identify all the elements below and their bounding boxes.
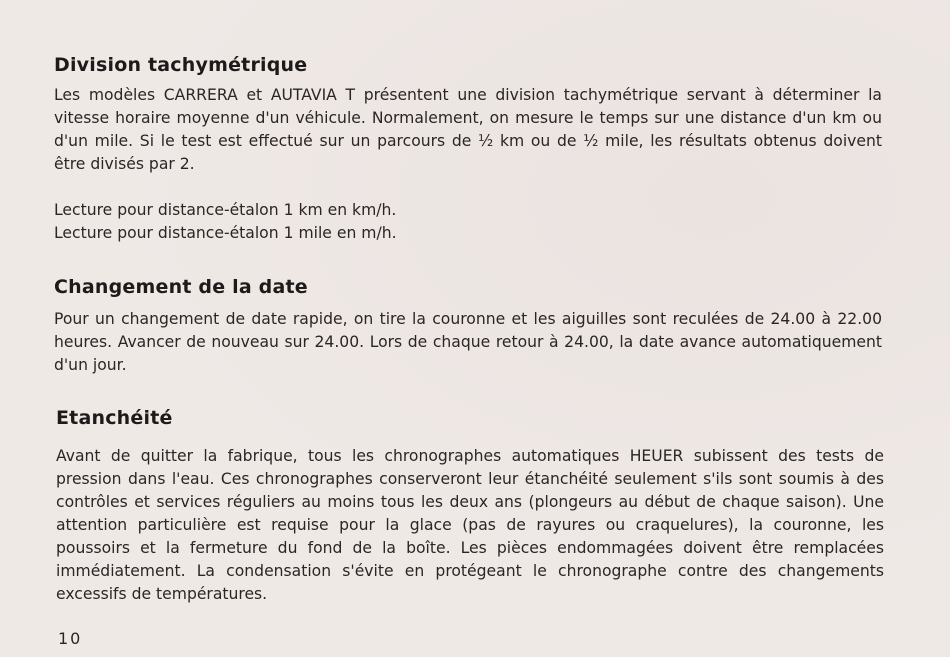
- section-date-change: [54, 276, 882, 377]
- section-title-water-resistance: Etanchéité: [56, 407, 173, 429]
- reading-km: Lecture pour distance-étalon 1 km en km/h.: [54, 201, 397, 219]
- reading-mile: Lecture pour distance-étalon 1 mile en m/h.: [54, 224, 397, 242]
- page-number: 10: [58, 629, 83, 648]
- section-title-tachymeter: Division tachymétrique: [54, 54, 308, 76]
- paragraph-date-change: Pour un changement de date rapide, on tire la couronne et les aiguilles sont reculées de 24.00 à 22.00 heures. Avancer de nouveau sur 24.00. Lors de chaque retour à 24.00, la date avance automatiquement d'un jour.: [54, 310, 882, 374]
- section-water-resistance: [56, 407, 884, 606]
- section-title-date-change: Changement de la date: [54, 276, 308, 298]
- section-tachymeter: [54, 54, 882, 176]
- tachymeter-readings: [54, 199, 882, 245]
- paragraph-water-resistance: Avant de quitter la fabrique, tous les chronographes automatiques HEUER subissent des tests de pression dans l'eau. Ces chronographes conserveront leur étanchéité seulement s'ils sont soumis à des contrôles et services réguliers au moins tous les deux ans (plongeurs au début de chaque saison). Une attention particulière est requise pour la glace (pas de rayures ou craquelures), la couronne, les poussoirs et la fermeture du fond de la boîte. Les pièces endommagées doivent être remplacées immédiatement. La condensation s'évite en protégeant le chronographe contre des changements excessifs de températures.: [56, 447, 884, 603]
- paragraph-tachymeter: Les modèles CARRERA et AUTAVIA T présentent une division tachymétrique servant à déterminer la vitesse horaire moyenne d'un véhicule. Normalement, on mesure le temps sur une distance d'un km ou d'un mile. Si le test est effectué sur un parcours de ½ km ou de ½ mile, les résultats obtenus doivent être divisés par 2.: [54, 86, 882, 173]
